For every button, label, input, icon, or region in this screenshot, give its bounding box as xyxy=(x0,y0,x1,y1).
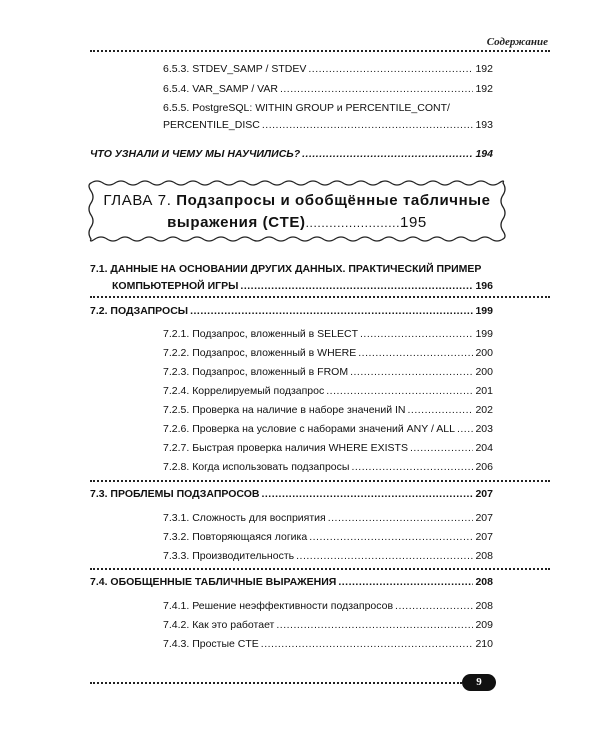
chapter-prefix: ГЛАВА 7. xyxy=(103,192,172,209)
toc-entry-title: PERCENTILE_DISC xyxy=(163,119,260,131)
toc-entry-title: 6.5.4. VAR_SAMP / VAR xyxy=(163,83,278,95)
leader-dots xyxy=(407,404,473,416)
toc-entry-6-5-3[interactable] xyxy=(163,63,493,75)
toc-section-7-2[interactable] xyxy=(90,305,493,317)
toc-entry-7-2-3[interactable] xyxy=(163,366,493,378)
toc-entry-page: 201 xyxy=(475,385,493,397)
toc-entry-7-4-1[interactable] xyxy=(163,600,493,612)
toc-entry-7-3-1[interactable] xyxy=(163,512,493,524)
toc-entry-page: 204 xyxy=(475,442,493,454)
page-number-badge: 9 xyxy=(462,674,496,691)
leader-dots xyxy=(190,305,473,317)
chapter-heading-box[interactable] xyxy=(83,177,511,245)
toc-entry-title: 7.3.1. Сложность для восприятия xyxy=(163,512,326,524)
leader-dots xyxy=(410,442,474,454)
toc-entry-7-2-7[interactable] xyxy=(163,442,493,454)
toc-entry-7-2-1[interactable] xyxy=(163,328,493,340)
toc-entry-6-5-4[interactable] xyxy=(163,83,493,95)
leader-dots xyxy=(262,119,474,131)
toc-entry-title: 7.2.2. Подзапрос, вложенный в WHERE xyxy=(163,347,357,359)
toc-section-7-1-line1[interactable]: 7.1. ДАННЫЕ НА ОСНОВАНИИ ДРУГИХ ДАННЫХ. ПРАКТИЧЕСКИЙ ПРИМЕР xyxy=(90,263,482,275)
toc-entry-title: 7.2.1. Подзапрос, вложенный в SELECT xyxy=(163,328,359,340)
section-divider xyxy=(90,296,550,298)
toc-entry-title: 7.2.6. Проверка на условие с наборами значений ANY / ALL xyxy=(163,423,455,435)
leader-dots xyxy=(350,366,473,378)
leader-dots xyxy=(358,347,473,359)
toc-entry-7-2-2[interactable] xyxy=(163,347,493,359)
toc-entry-title: 7.3.3. Производительность xyxy=(163,550,295,562)
toc-entry-page: 200 xyxy=(475,366,493,378)
leader-dots xyxy=(276,619,473,631)
toc-entry-title: 7.4. ОБОБЩЕННЫЕ ТАБЛИЧНЫЕ ВЫРАЖЕНИЯ xyxy=(90,576,337,588)
toc-entry-6-5-5-line1[interactable]: 6.5.5. PostgreSQL: WITHIN GROUP и PERCENTILE_CONT/ xyxy=(163,102,450,114)
toc-entry-title: 7.4.1. Решение неэффективности подзапросов xyxy=(163,600,394,612)
section-divider xyxy=(90,568,550,570)
leader-dots xyxy=(309,531,473,543)
toc-section-7-4[interactable] xyxy=(90,576,493,588)
toc-entry-title: 6.5.3. STDEV_SAMP / STDEV xyxy=(163,63,307,75)
toc-section-7-3[interactable] xyxy=(90,488,493,500)
toc-entry-page: 209 xyxy=(475,619,493,631)
leader-dots: ........................ xyxy=(305,216,401,230)
toc-entry-page: 199 xyxy=(475,328,493,340)
leader-dots xyxy=(351,461,473,473)
toc-entry-7-2-8[interactable] xyxy=(163,461,493,473)
footer-divider xyxy=(90,682,462,684)
toc-entry-page: 196 xyxy=(475,280,493,292)
toc-entry-7-2-5[interactable] xyxy=(163,404,493,416)
toc-entry-7-2-6[interactable] xyxy=(163,423,493,435)
toc-entry-title: 7.4.3. Простые CTE xyxy=(163,638,259,650)
leader-dots xyxy=(308,63,473,75)
leader-dots xyxy=(261,488,473,500)
leader-dots xyxy=(360,328,473,340)
chapter-title-line2 xyxy=(83,214,511,231)
leader-dots xyxy=(395,600,473,612)
toc-entry-page: 208 xyxy=(475,576,493,588)
toc-entry-title: 7.2.5. Проверка на наличие в наборе значений IN xyxy=(163,404,406,416)
section-divider xyxy=(90,480,550,482)
toc-entry-7-4-2[interactable] xyxy=(163,619,493,631)
running-header: Содержание xyxy=(486,36,548,48)
toc-entry-title: 7.2. ПОДЗАПРОСЫ xyxy=(90,305,189,317)
toc-entry-title: 7.3. ПРОБЛЕМЫ ПОДЗАПРОСОВ xyxy=(90,488,260,500)
header-divider xyxy=(90,50,550,52)
chapter-page: 195 xyxy=(400,214,427,231)
leader-dots xyxy=(326,385,473,397)
toc-entry-page: 206 xyxy=(475,461,493,473)
toc-entry-page: 199 xyxy=(475,305,493,317)
toc-entry-page: 192 xyxy=(475,83,493,95)
leader-dots xyxy=(296,550,473,562)
toc-entry-page: 208 xyxy=(475,550,493,562)
leader-dots xyxy=(302,148,473,160)
leader-dots xyxy=(457,423,474,435)
toc-entry-page: 194 xyxy=(475,148,493,160)
toc-entry-title: 7.2.3. Подзапрос, вложенный в FROM xyxy=(163,366,349,378)
leader-dots xyxy=(261,638,474,650)
leader-dots xyxy=(338,576,473,588)
toc-entry-page: 207 xyxy=(475,531,493,543)
chapter-title-cont: выражения (CTE) xyxy=(167,214,306,231)
toc-entry-page: 203 xyxy=(475,423,493,435)
toc-entry-title: 7.4.2. Как это работает xyxy=(163,619,275,631)
leader-dots xyxy=(240,280,473,292)
toc-entry-page: 202 xyxy=(475,404,493,416)
toc-entry-title: КОМПЬЮТЕРНОЙ ИГРЫ xyxy=(112,280,239,292)
chapter-title-line1 xyxy=(83,192,511,209)
toc-entry-title: 7.2.7. Быстрая проверка наличия WHERE EXISTS xyxy=(163,442,408,454)
toc-entry-page: 200 xyxy=(475,347,493,359)
toc-entry-title: 7.2.4. Коррелируемый подзапрос xyxy=(163,385,325,397)
chapter-title: Подзапросы и обобщённые табличные xyxy=(176,192,491,209)
toc-entry-title: ЧТО УЗНАЛИ И ЧЕМУ МЫ НАУЧИЛИСЬ? xyxy=(90,148,301,160)
leader-dots xyxy=(328,512,474,524)
toc-entry-7-4-3[interactable] xyxy=(163,638,493,650)
toc-entry-7-3-3[interactable] xyxy=(163,550,493,562)
toc-entry-page: 207 xyxy=(475,488,493,500)
toc-entry-page: 210 xyxy=(475,638,493,650)
toc-entry-title: 7.2.8. Когда использовать подзапросы xyxy=(163,461,350,473)
toc-entry-6-5-5[interactable] xyxy=(163,119,493,131)
toc-entry-title: 7.3.2. Повторяющаяся логика xyxy=(163,531,308,543)
toc-entry-page: 207 xyxy=(475,512,493,524)
toc-entry-page: 192 xyxy=(475,63,493,75)
wavy-frame xyxy=(83,177,511,245)
leader-dots xyxy=(280,83,474,95)
toc-entry-7-3-2[interactable] xyxy=(163,531,493,543)
toc-entry-summary[interactable] xyxy=(90,148,493,160)
toc-entry-page: 193 xyxy=(475,119,493,131)
toc-entry-7-2-4[interactable] xyxy=(163,385,493,397)
toc-entry-page: 208 xyxy=(475,600,493,612)
toc-section-7-1[interactable] xyxy=(112,280,493,292)
